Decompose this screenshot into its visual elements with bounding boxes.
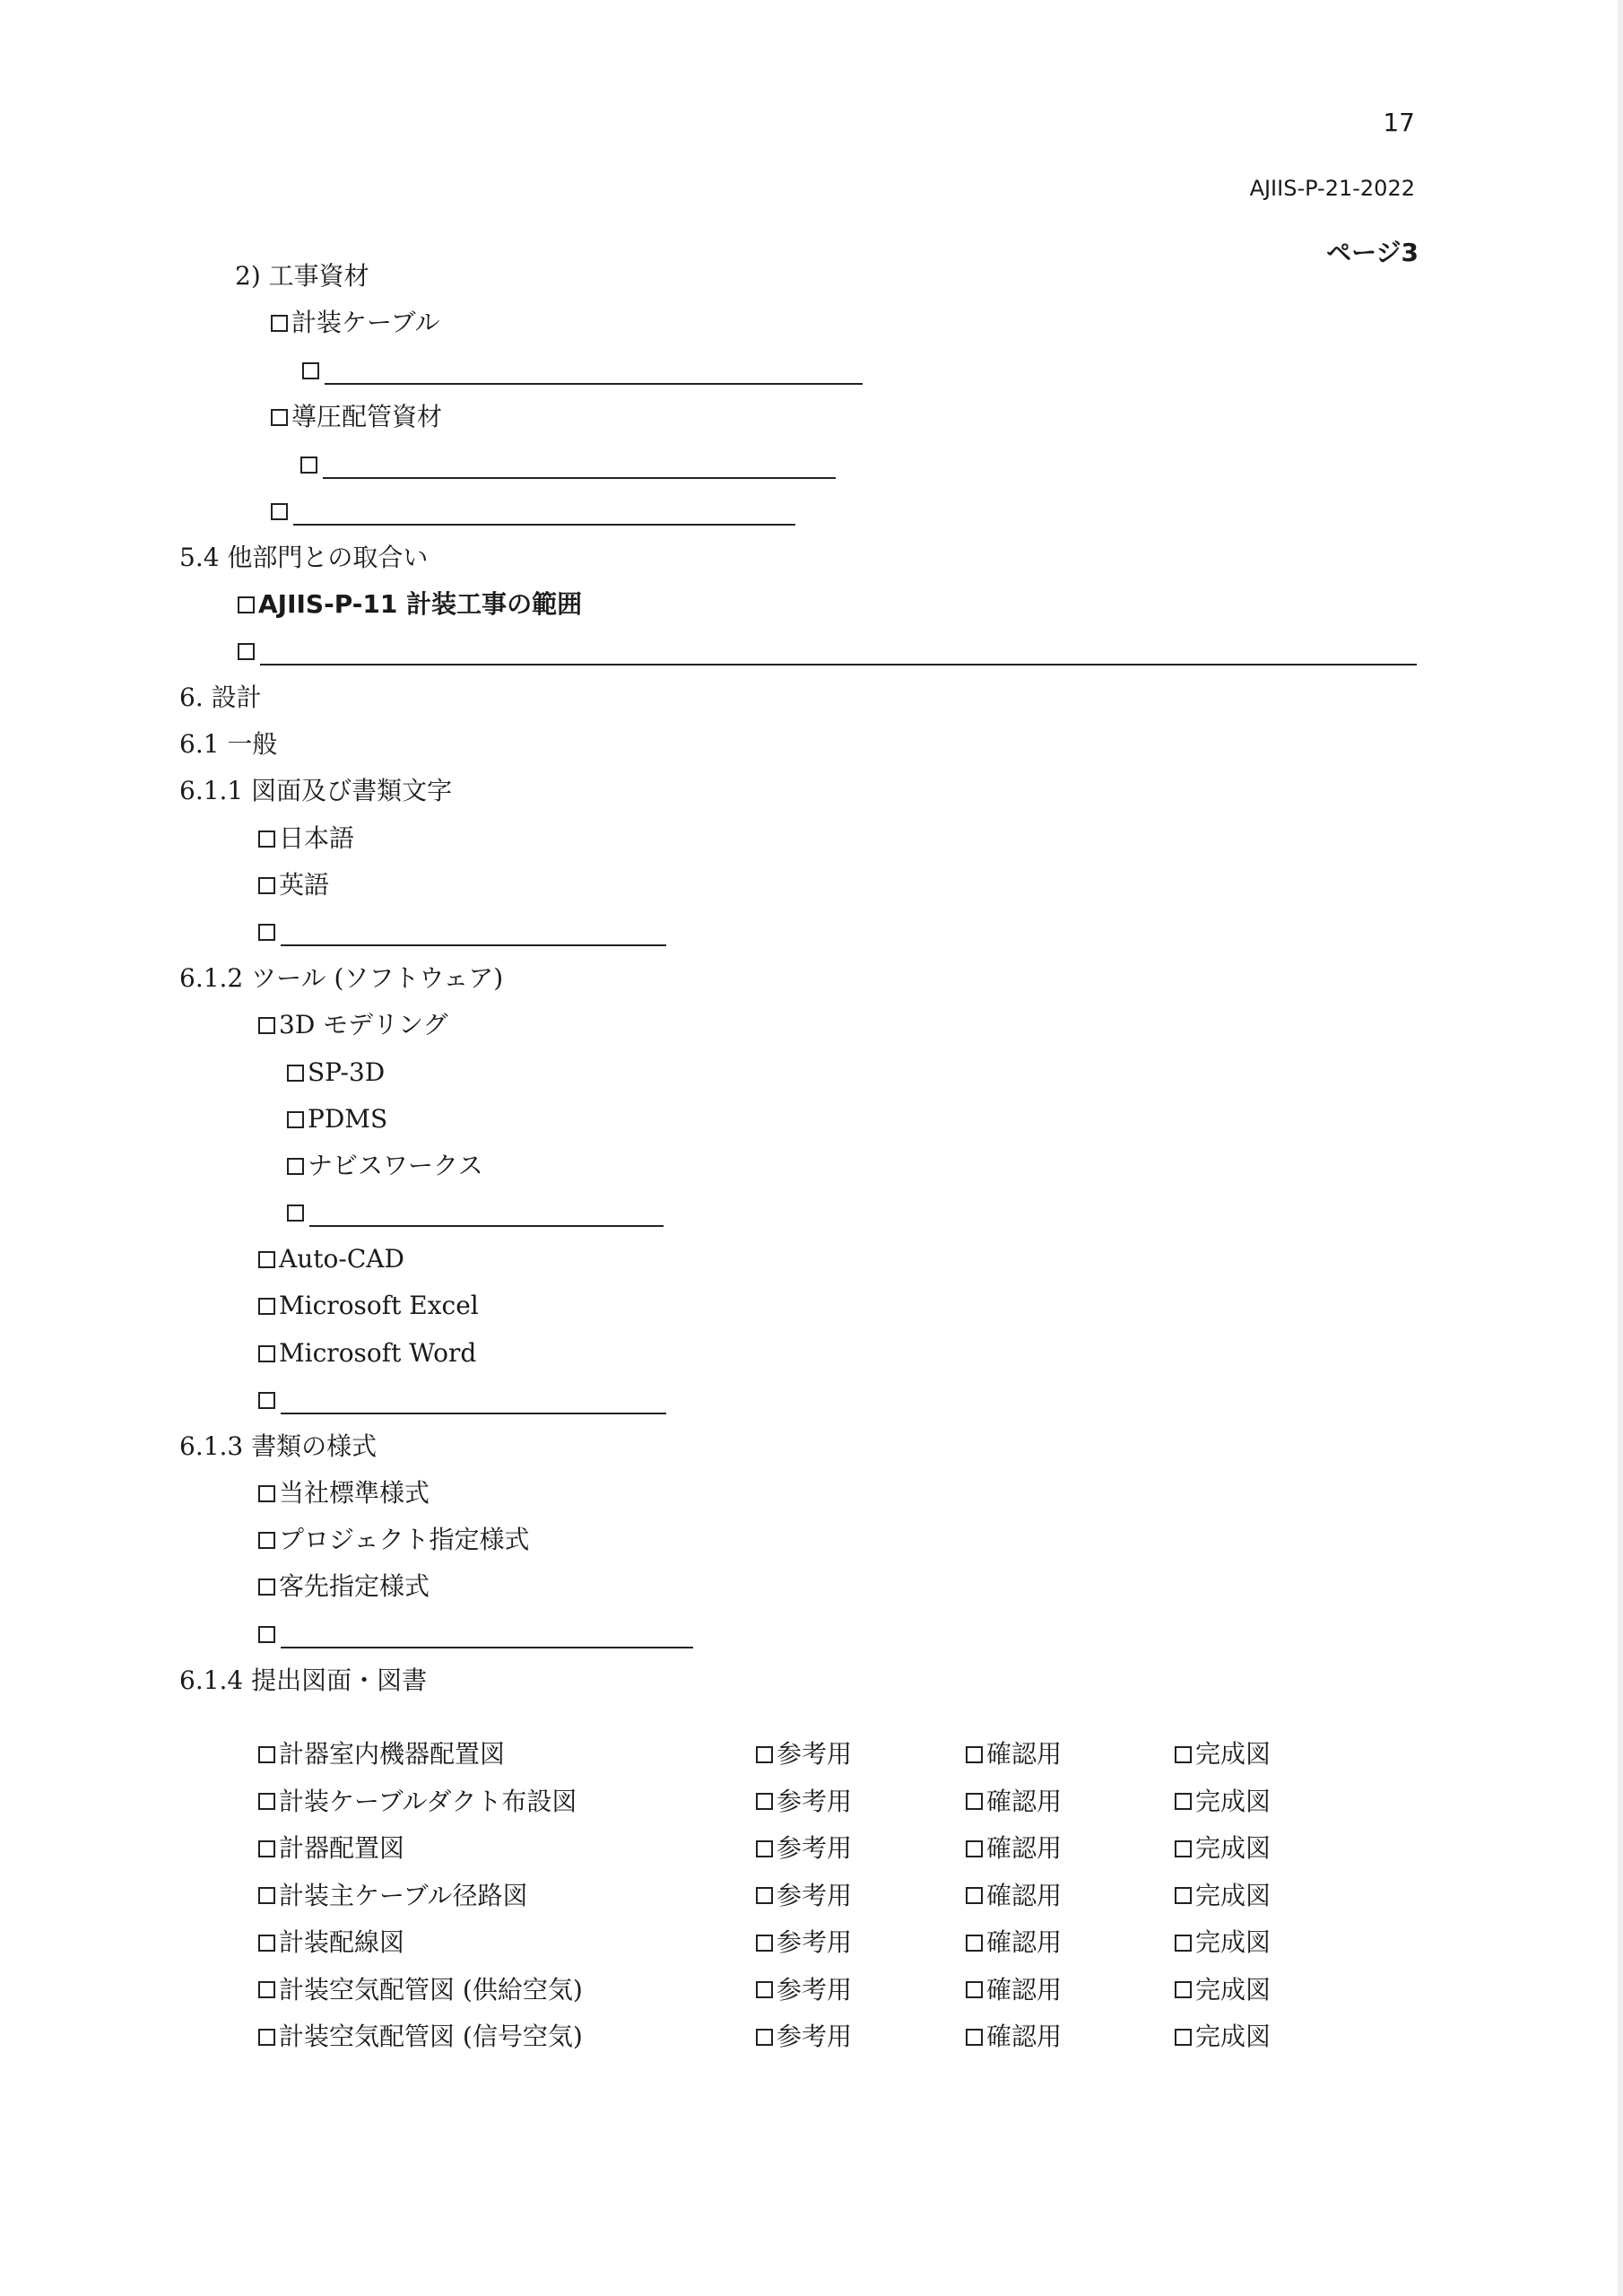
line-ms-word[interactable] xyxy=(258,1333,476,1374)
option-label: 確認用 xyxy=(986,1880,1063,1910)
option-label: 完成図 xyxy=(1195,1880,1271,1910)
checkbox-client-specified[interactable] xyxy=(258,1578,275,1596)
checkbox-ms-excel[interactable] xyxy=(258,1298,275,1315)
option-label: 確認用 xyxy=(986,1739,1063,1769)
line-section-6-1 xyxy=(179,724,277,765)
label-english: 英語 xyxy=(279,870,330,900)
page-label: ページ3 xyxy=(1326,238,1419,267)
line-instrument-cable[interactable] xyxy=(271,302,439,344)
option-label: 完成図 xyxy=(1195,1833,1271,1863)
drawing-name: 計装空気配管図 (供給空気) xyxy=(279,1974,583,2005)
checkbox-format-other[interactable] xyxy=(258,1626,275,1643)
drawing-option[interactable] xyxy=(1175,1922,1271,1963)
drawing-row[interactable] xyxy=(258,1734,505,1775)
label-project-specified: プロジェクト指定様式 xyxy=(279,1525,530,1554)
blank-field-tool-other[interactable] xyxy=(281,1386,666,1414)
drawing-row[interactable] xyxy=(258,2016,583,2057)
label-section-6-1-1: 6.1.1 図面及び書類文字 xyxy=(179,776,453,805)
blank-field-impulse-piping-other[interactable] xyxy=(323,450,836,479)
drawing-checkbox[interactable] xyxy=(258,1840,275,1857)
drawing-option[interactable] xyxy=(756,1875,852,1917)
option-checkbox[interactable] xyxy=(756,1840,773,1857)
drawing-name: 計器室内機器配置図 xyxy=(279,1739,506,1769)
line-materials-other[interactable] xyxy=(271,491,795,532)
label-auto-cad: Auto-CAD xyxy=(279,1244,404,1274)
option-checkbox[interactable] xyxy=(756,1793,773,1810)
option-label: 確認用 xyxy=(986,1833,1063,1863)
label-client-specified: 客先指定様式 xyxy=(279,1571,430,1601)
drawing-option[interactable] xyxy=(966,1875,1062,1917)
drawing-option[interactable] xyxy=(1175,1970,1271,2011)
line-company-standard[interactable] xyxy=(258,1473,430,1514)
label-company-standard: 当社標準様式 xyxy=(279,1478,430,1508)
line-client-specified[interactable] xyxy=(258,1566,430,1607)
checkbox-impulse-piping-other[interactable] xyxy=(300,457,317,474)
label-section-6-1: 6.1 一般 xyxy=(179,729,278,759)
line-section-6-1-2 xyxy=(179,958,503,999)
checkbox-materials-other[interactable] xyxy=(271,503,288,520)
option-checkbox[interactable] xyxy=(1175,1981,1192,1998)
blank-field-instrument-cable-other[interactable] xyxy=(325,356,863,385)
option-checkbox[interactable] xyxy=(1175,1746,1192,1763)
drawing-option[interactable] xyxy=(756,1970,852,2011)
line-ms-excel[interactable] xyxy=(258,1285,479,1326)
label-3d-modeling: 3D モデリング xyxy=(279,1010,448,1039)
option-label: 参考用 xyxy=(777,2022,853,2051)
option-checkbox[interactable] xyxy=(756,1981,773,1998)
label-instrument-cable: 計装ケーブル xyxy=(291,308,440,337)
option-checkbox[interactable] xyxy=(966,1840,983,1857)
drawing-option[interactable] xyxy=(756,1922,852,1963)
blank-field-format-other[interactable] xyxy=(281,1620,693,1648)
drawing-name: 計装ケーブルダクト布設図 xyxy=(279,1786,577,1816)
label-construction-materials-heading: 2) 工事資材 xyxy=(235,261,369,291)
option-checkbox[interactable] xyxy=(966,1981,983,1998)
drawing-option[interactable] xyxy=(966,1781,1062,1822)
blank-field-interface-other[interactable] xyxy=(260,637,1417,665)
drawing-checkbox[interactable] xyxy=(258,1746,275,1763)
drawing-checkbox[interactable] xyxy=(258,2029,275,2046)
drawing-row[interactable] xyxy=(258,1875,527,1917)
line-section-6 xyxy=(179,677,262,718)
checkbox-3d-other[interactable] xyxy=(287,1205,304,1222)
checkbox-3d-modeling[interactable] xyxy=(258,1017,275,1034)
option-checkbox[interactable] xyxy=(1175,1840,1192,1857)
drawing-checkbox[interactable] xyxy=(258,1793,275,1810)
label-ms-word: Microsoft Word xyxy=(279,1338,477,1368)
line-3d-modeling[interactable] xyxy=(258,1004,448,1046)
line-impulse-piping-materials[interactable] xyxy=(271,396,442,438)
option-label: 確認用 xyxy=(986,1786,1063,1816)
label-ajiis-p-11: AJIIS-P-11 計装工事の範囲 xyxy=(258,589,583,619)
drawing-option[interactable] xyxy=(756,1828,852,1869)
line-sp-3d[interactable] xyxy=(287,1052,385,1093)
drawing-option[interactable] xyxy=(1175,1875,1271,1917)
drawing-option[interactable] xyxy=(966,1970,1062,2011)
drawing-name: 計装主ケーブル径路図 xyxy=(279,1880,528,1910)
line-tool-other[interactable] xyxy=(258,1379,666,1421)
option-label: 完成図 xyxy=(1195,2022,1271,2051)
line-ajiis-p-11[interactable] xyxy=(238,584,582,625)
label-section-6-1-4: 6.1.4 提出図面・図書 xyxy=(179,1665,428,1695)
line-instrument-cable-other[interactable] xyxy=(302,350,863,391)
drawing-option[interactable] xyxy=(756,2016,852,2057)
option-label: 参考用 xyxy=(777,1974,853,2005)
drawing-option[interactable] xyxy=(966,1734,1062,1775)
checkbox-interface-other[interactable] xyxy=(238,643,255,660)
checkbox-pdms[interactable] xyxy=(287,1111,304,1128)
line-section-5-4 xyxy=(179,537,428,578)
option-checkbox[interactable] xyxy=(966,1746,983,1763)
option-checkbox[interactable] xyxy=(756,1746,773,1763)
line-japanese[interactable] xyxy=(258,818,354,859)
option-checkbox[interactable] xyxy=(1175,1793,1192,1810)
option-label: 参考用 xyxy=(777,1739,853,1769)
checkbox-project-specified[interactable] xyxy=(258,1532,275,1549)
label-pdms: PDMS xyxy=(308,1104,388,1134)
drawing-name: 計装空気配管図 (信号空気) xyxy=(279,2022,583,2051)
drawing-checkbox[interactable] xyxy=(258,1887,275,1904)
checkbox-impulse-piping-materials[interactable] xyxy=(271,409,288,426)
blank-field-materials-other[interactable] xyxy=(293,497,795,526)
checkbox-english[interactable] xyxy=(258,877,275,894)
blank-field-3d-other[interactable] xyxy=(309,1198,664,1227)
option-checkbox[interactable] xyxy=(966,1887,983,1904)
label-section-6-1-2: 6.1.2 ツール (ソフトウェア) xyxy=(179,963,504,993)
checkbox-company-standard[interactable] xyxy=(258,1485,275,1502)
line-english[interactable] xyxy=(258,865,329,906)
checkbox-sp-3d[interactable] xyxy=(287,1065,304,1082)
checkbox-navisworks[interactable] xyxy=(287,1158,304,1175)
line-impulse-piping-other[interactable] xyxy=(300,444,836,485)
doc-id: AJIIS-P-21-2022 xyxy=(1249,176,1415,201)
option-checkbox[interactable] xyxy=(1175,1887,1192,1904)
label-section-6-1-3: 6.1.3 書類の様式 xyxy=(179,1431,378,1461)
line-language-other[interactable] xyxy=(258,911,666,952)
page-number: 17 xyxy=(1383,108,1415,137)
option-checkbox[interactable] xyxy=(966,1793,983,1810)
option-checkbox[interactable] xyxy=(1175,1935,1192,1952)
label-impulse-piping-materials: 導圧配管資材 xyxy=(291,402,443,431)
line-auto-cad[interactable] xyxy=(258,1239,404,1280)
blank-field-language-other[interactable] xyxy=(281,918,666,946)
drawing-option[interactable] xyxy=(1175,2016,1271,2057)
drawing-name: 計器配置図 xyxy=(279,1833,405,1863)
checkbox-instrument-cable[interactable] xyxy=(271,315,288,332)
option-label: 参考用 xyxy=(777,1927,853,1957)
label-japanese: 日本語 xyxy=(279,823,355,853)
line-section-6-1-1 xyxy=(179,770,452,812)
checkbox-tool-other[interactable] xyxy=(258,1392,275,1409)
option-checkbox[interactable] xyxy=(756,1887,773,1904)
drawing-option[interactable] xyxy=(1175,1781,1271,1822)
label-sp-3d: SP-3D xyxy=(308,1057,386,1087)
drawing-checkbox[interactable] xyxy=(258,1981,275,1998)
checkbox-ajiis-p-11[interactable] xyxy=(238,596,255,613)
drawing-row[interactable] xyxy=(258,1828,404,1869)
label-ms-excel: Microsoft Excel xyxy=(279,1291,479,1320)
drawing-option[interactable] xyxy=(966,2016,1062,2057)
line-section-6-1-3 xyxy=(179,1426,377,1467)
option-label: 参考用 xyxy=(777,1786,853,1816)
option-label: 完成図 xyxy=(1195,1974,1271,2005)
drawing-option[interactable] xyxy=(756,1781,852,1822)
option-checkbox[interactable] xyxy=(966,2029,983,2046)
line-construction-materials-heading xyxy=(235,256,369,297)
drawing-row[interactable] xyxy=(258,1970,583,2011)
line-pdms[interactable] xyxy=(287,1099,387,1140)
checkbox-japanese[interactable] xyxy=(258,831,275,848)
option-label: 参考用 xyxy=(777,1880,853,1910)
line-navisworks[interactable] xyxy=(287,1145,483,1187)
option-label: 確認用 xyxy=(986,1974,1063,2005)
drawing-row[interactable] xyxy=(258,1922,404,1963)
option-checkbox[interactable] xyxy=(756,1935,773,1952)
option-checkbox[interactable] xyxy=(966,1935,983,1952)
label-navisworks: ナビスワークス xyxy=(308,1151,483,1180)
drawing-option[interactable] xyxy=(966,1828,1062,1869)
line-section-6-1-4 xyxy=(179,1660,427,1701)
option-checkbox[interactable] xyxy=(1175,2029,1192,2046)
line-project-specified[interactable] xyxy=(258,1519,529,1561)
line-interface-other[interactable] xyxy=(238,631,1417,672)
label-section-5-4: 5.4 他部門との取合い xyxy=(179,543,429,572)
scan-edge xyxy=(1618,0,1623,2296)
checkbox-instrument-cable-other[interactable] xyxy=(302,362,319,379)
option-label: 確認用 xyxy=(986,2022,1063,2051)
drawing-checkbox[interactable] xyxy=(258,1935,275,1952)
line-format-other[interactable] xyxy=(258,1613,693,1655)
option-label: 確認用 xyxy=(986,1927,1063,1957)
checkbox-language-other[interactable] xyxy=(258,924,275,941)
drawing-option[interactable] xyxy=(966,1922,1062,1963)
option-label: 完成図 xyxy=(1195,1786,1271,1816)
line-3d-other[interactable] xyxy=(287,1192,664,1233)
checkbox-ms-word[interactable] xyxy=(258,1345,275,1362)
drawing-name: 計装配線図 xyxy=(279,1927,405,1957)
drawing-option[interactable] xyxy=(1175,1734,1271,1775)
option-label: 完成図 xyxy=(1195,1739,1271,1769)
drawing-row[interactable] xyxy=(258,1781,577,1822)
label-section-6: 6. 設計 xyxy=(179,683,262,712)
option-label: 参考用 xyxy=(777,1833,853,1863)
option-checkbox[interactable] xyxy=(756,2029,773,2046)
option-label: 完成図 xyxy=(1195,1927,1271,1957)
checkbox-auto-cad[interactable] xyxy=(258,1251,275,1268)
drawing-option[interactable] xyxy=(1175,1828,1271,1869)
drawing-option[interactable] xyxy=(756,1734,852,1775)
